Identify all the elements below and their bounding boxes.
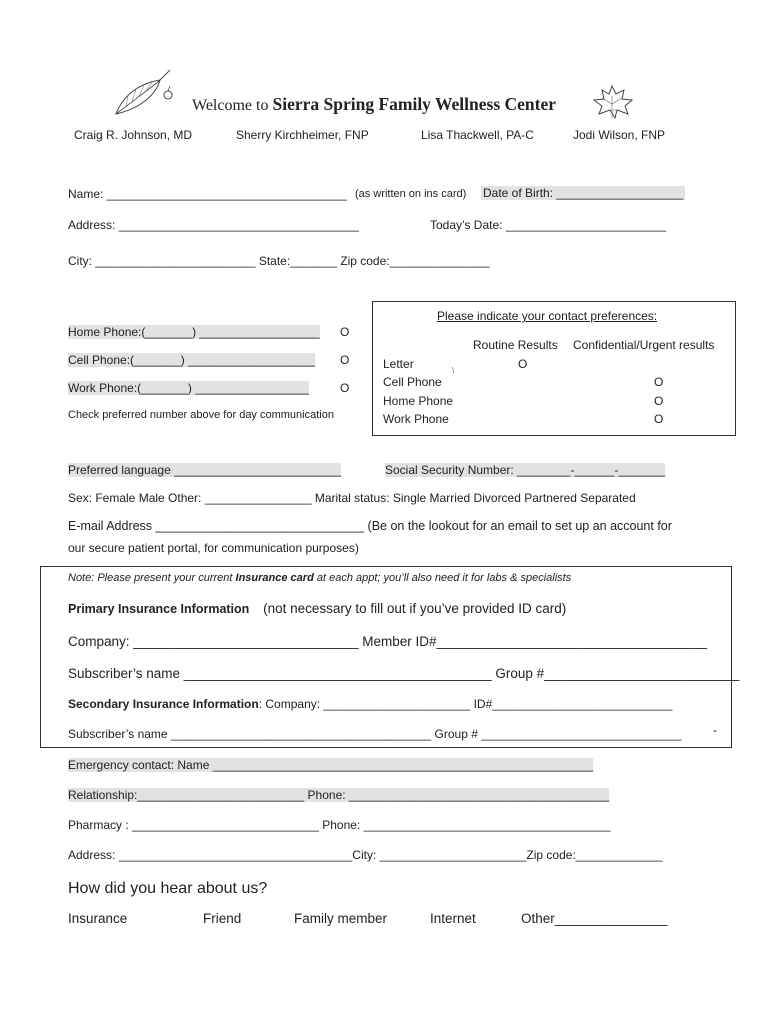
address-field[interactable]: Address: ____________________________________ xyxy=(68,218,359,232)
relationship-phone-field[interactable]: Relationship:_________________________ Phone: _______________________________________ xyxy=(68,788,610,802)
primary-insurance-title: Primary Insurance Information xyxy=(68,602,250,616)
pref-row-home-phone: Home Phone xyxy=(383,394,454,408)
insurance-note-post: at each appt; you’ll also need it for labs & specialists xyxy=(313,572,572,584)
email-field[interactable]: E-mail Address ______________________________ (Be on the lookout for an email to set up an account for xyxy=(68,519,672,533)
sex-marital-line[interactable]: Sex: Female Male Other: ________________ Marital status: Single Married Divorced Partnered Separated xyxy=(68,491,636,505)
home-phone-radio[interactable]: O xyxy=(340,325,350,339)
pref-row-work-phone: Work Phone xyxy=(383,412,449,426)
work-urgent-radio[interactable]: O xyxy=(654,412,664,426)
routine-results-header: Routine Results xyxy=(473,338,558,352)
clinic-name: Sierra Spring Family Wellness Center xyxy=(272,94,557,114)
preferred-language-field[interactable]: Preferred language _________________________ xyxy=(68,463,341,477)
referral-option-friend[interactable]: Friend xyxy=(203,911,242,926)
home-urgent-radio[interactable]: O xyxy=(654,394,664,408)
pref-row-cell-phone: Cell Phone xyxy=(383,375,442,389)
welcome-text: Welcome to xyxy=(192,97,269,114)
insurance-note-bold: Insurance card xyxy=(235,572,314,584)
pref-row-letter: Letter xyxy=(383,357,414,371)
name-note: (as written on ins card) xyxy=(355,188,467,200)
subscriber-group-field[interactable]: Subscriber’s name _________________________________________ Group #__________________________ xyxy=(68,666,740,681)
insurance-note-pre: Note: Please present your current xyxy=(68,572,236,584)
urgent-results-header: Confidential/Urgent results xyxy=(573,338,715,352)
dob-field[interactable]: Date of Birth: ___________________ xyxy=(483,186,684,200)
primary-insurance-heading xyxy=(68,601,566,616)
referral-option-internet[interactable]: Internet xyxy=(430,911,476,926)
insurance-note xyxy=(68,572,571,584)
cell-urgent-radio[interactable]: O xyxy=(654,375,664,389)
subscriber2-group-field[interactable]: Subscriber’s name _______________________________________ Group # ______________________________ xyxy=(68,727,682,741)
provider-1: Craig R. Johnson, MD xyxy=(74,128,193,142)
city-state-zip-field[interactable]: City: ________________________ State:_______ Zip code:_______________ xyxy=(68,254,490,268)
pharmacy-phone-field[interactable]: Pharmacy : ____________________________ Phone: _____________________________________ xyxy=(68,818,611,832)
todays-date-field[interactable]: Today’s Date: ________________________ xyxy=(430,218,666,232)
cell-phone-radio[interactable]: O xyxy=(340,353,350,367)
stray-mark: \ xyxy=(452,366,455,375)
referral-question: How did you hear about us? xyxy=(68,880,268,897)
secondary-insurance-line[interactable] xyxy=(68,697,672,711)
primary-insurance-sub: (not necessary to fill out if you’ve provided ID card) xyxy=(263,601,567,616)
cell-phone-field[interactable]: Cell Phone:(_______) ___________________ xyxy=(68,353,315,367)
ssn-field[interactable]: Social Security Number: ________-______-_______ xyxy=(385,463,666,477)
referral-option-insurance[interactable]: Insurance xyxy=(68,911,128,926)
insurance-box xyxy=(40,566,732,748)
pharmacy-address-field[interactable]: Address: ___________________________________City: ______________________Zip code:_____________ xyxy=(68,848,663,862)
provider-2: Sherry Kirchheimer, FNP xyxy=(236,128,369,142)
work-phone-field[interactable]: Work Phone:(_______) _________________ xyxy=(68,381,309,395)
work-phone-radio[interactable]: O xyxy=(340,381,350,395)
page-title xyxy=(192,94,556,115)
letter-routine-radio[interactable]: O xyxy=(518,357,528,371)
contact-preferences-title: Please indicate your contact preferences: xyxy=(437,309,658,323)
provider-4: Jodi Wilson, FNP xyxy=(573,128,666,142)
company-member-id-field[interactable]: Company: ______________________________ Member ID#____________________________________ xyxy=(68,634,707,649)
secondary-insurance-fields: : Company: ______________________ ID#___________________________ xyxy=(258,697,673,711)
home-phone-field[interactable]: Home Phone:(_______) __________________ xyxy=(68,325,320,339)
emergency-contact-field[interactable]: Emergency contact: Name _________________________________________________________ xyxy=(68,758,594,772)
secondary-insurance-title: Secondary Insurance Information xyxy=(68,697,259,711)
leaf-logo-icon xyxy=(112,68,180,118)
name-field[interactable]: Name: ____________________________________ xyxy=(68,187,347,201)
provider-3: Lisa Thackwell, PA-C xyxy=(421,128,534,142)
maple-leaf-icon xyxy=(590,82,636,122)
phone-note: Check preferred number above for day communication xyxy=(68,409,334,421)
referral-option-other[interactable]: Other_______________ xyxy=(521,911,668,926)
email-note: our secure patient portal, for communication purposes) xyxy=(68,541,359,555)
referral-option-family[interactable]: Family member xyxy=(294,911,388,926)
stray-dash: - xyxy=(713,723,717,737)
